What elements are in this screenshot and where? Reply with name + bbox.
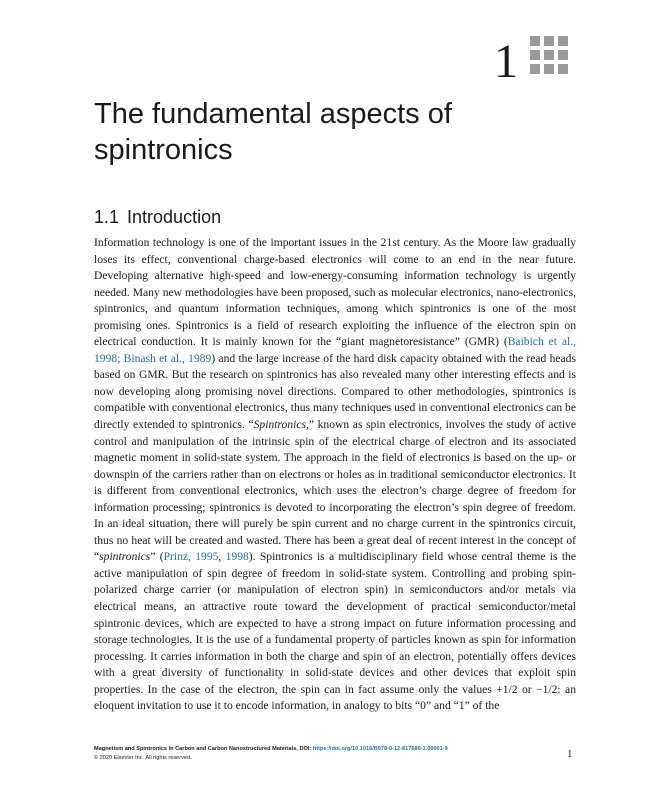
body-text-segment: ” ( [150,550,164,564]
section-number: 1.1 [94,207,120,227]
body-text-segment: ) and the large increase of the hard disk capacity obtained with the read heads based on GMR. But the research on spintronics has also revealed many other interesting effects and is now developing along promising novel directions. Compared to other methodologies, spintronics is compatible with conventional electronics, thus many techniques used in conventional electronics can be directly extended to spintronics. “ [94,351,576,432]
grid-square [544,36,554,46]
grid-square [530,64,540,74]
citation-link[interactable]: Prinz, 1995 [163,550,219,564]
section-title: Introduction [127,207,222,227]
grid-square [558,50,568,60]
body-text-segment: , [218,550,226,564]
doi-link[interactable]: https://doi.org/10.1016/B978-0-12-817680-1.00001-9 [312,746,448,752]
footer-copyright: © 2020 Elsevier Inc. All rights reserved. [94,755,192,761]
grid-square [558,64,568,74]
grid-square [558,36,568,46]
body-text-segment: Information technology is one of the important issues in the 21st century. As the Moore law gradually loses its effect, conventional charge-based electronics will come to an end in the near future. Developing alternative high-speed and low-energy-consuming information technology is urgently needed. Many new methodologies have been proposed, such as molecular electronics, nano-electronics, spintronics, and quantum information techniques, among which spintronics is one of the most promising ones. Spintronics is a field of research exploiting the influence of the electron spin on electrical conduction. It is mainly known for the “giant magnetoresistance” (GMR) ( [94,236,576,349]
section-heading [94,206,221,228]
emphasis-text: spintronics [99,550,151,564]
grid-square [544,64,554,74]
page-number: 1 [567,748,573,760]
body-text-segment: ). Spintronics is a multidisciplinary field whose central theme is the active manipulation of spin degree of freedom in solid-state system. Controlling and probing spin-polarized charge carrier (or manipulation of electron spin) in semiconductors and/or metals via electrical means, an attractive route toward the development of practical semiconductor/metal spintronic devices, which are expected to have a strong impact on future information processing and storage technologies. It is the use of a fundamental property of particles known as spin for information processing. It carries information in both the charge and spin of an electron, potentially offers devices with a great diversity of functionality in solid-state devices and other devices that exploit spin properties. In the case of the electron, the spin can in fact assume only the values +1/2 or −1/2: an eloquent invitation to use it to encode information, in analogy to bits “0” and “1” of the [94,550,576,713]
chapter-title: The fundamental aspects of spintronics [94,98,452,166]
citation-link[interactable]: Baibich et al., 1998; Binash et al., 1989 [94,335,576,365]
grid-square [544,50,554,60]
chapter-number: 1 [494,35,518,88]
chapter-grid-ornament [530,36,568,74]
citation-link[interactable]: 1998 [225,550,249,564]
body-paragraph [94,235,576,715]
grid-square [530,50,540,60]
footer-source [94,745,554,763]
footer-source-text: Magnetism and Spintronics in Carbon and Carbon Nanostructured Materials. DOI: [94,746,313,752]
body-text-segment: ” known as spin electronics, involves the study of active control and manipulation of the intrinsic spin of the electrical charge of electron and its associated magnetic moment in solid-state system. The approach in the field of electronics is based on the up- or downspin of the carriers rather than on electrons or holes as in traditional semiconductor electronics. It is different from conventional electronics, which uses the electron’s charge degree of freedom for information processing; spintronics is devoted to incorporating the electron’s spin degree of freedom. In an ideal situation, there will purely be spin current and no charge current in the spintronics circuit, thus no heat will be created and wasted. There has been a great deal of recent interest in the concept of “ [94,418,576,564]
grid-square [530,36,540,46]
emphasis-text: Spintronics, [253,418,309,432]
